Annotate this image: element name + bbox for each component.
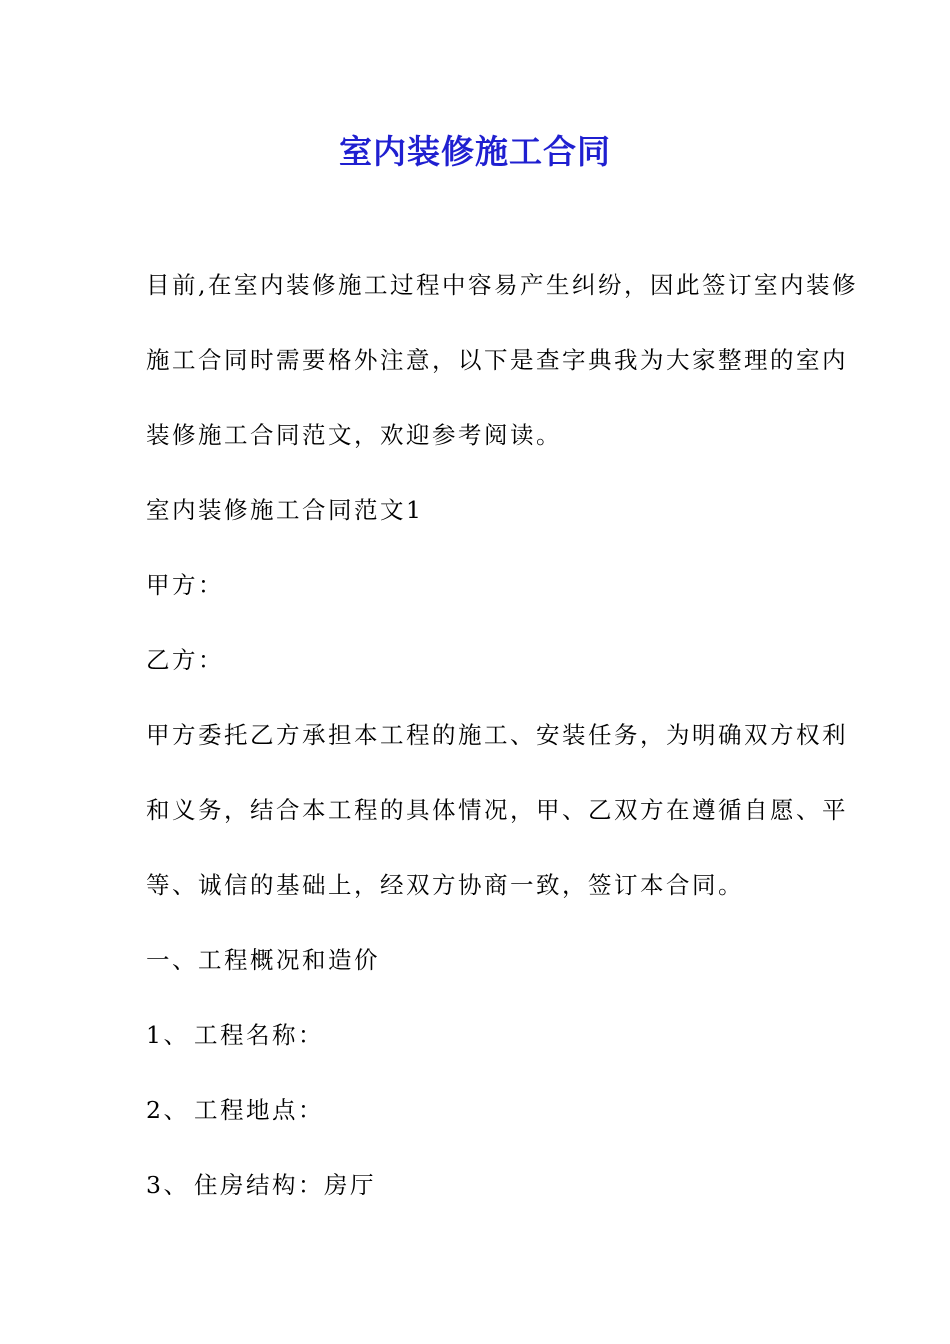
intro-line-2: 施工合同时需要格外注意，以下是查字典我为大家整理的室内	[146, 346, 848, 374]
section-heading: 一、工程概况和造价	[146, 946, 380, 974]
party-a-label: 甲方：	[146, 571, 224, 599]
body-line-1: 甲方委托乙方承担本工程的施工、安装任务，为明确双方权利	[146, 721, 848, 749]
body-line-3: 等、诚信的基础上，经双方协商一致，签订本合同。	[146, 871, 744, 899]
list-item	[146, 1093, 324, 1127]
intro-line-1: 目前,在室内装修施工过程中容易产生纠纷，因此签订室内装修	[146, 271, 858, 299]
party-b-label: 乙方：	[146, 646, 224, 674]
list-item-number: 1、	[146, 1021, 190, 1049]
document-title: 室内装修施工合同	[339, 132, 611, 171]
list-item-text: 住房结构：房厅	[194, 1171, 376, 1199]
intro-line-3: 装修施工合同范文，欢迎参考阅读。	[146, 421, 562, 449]
list-item	[146, 1168, 376, 1202]
sample-heading: 室内装修施工合同范文1	[146, 496, 424, 524]
list-item-text: 工程地点：	[194, 1096, 324, 1124]
body-line-2: 和义务，结合本工程的具体情况，甲、乙双方在遵循自愿、平	[146, 796, 848, 824]
list-item-number: 2、	[146, 1096, 190, 1124]
list-item-text: 工程名称：	[194, 1021, 324, 1049]
list-item-number: 3、	[146, 1171, 190, 1199]
list-item	[146, 1018, 324, 1052]
